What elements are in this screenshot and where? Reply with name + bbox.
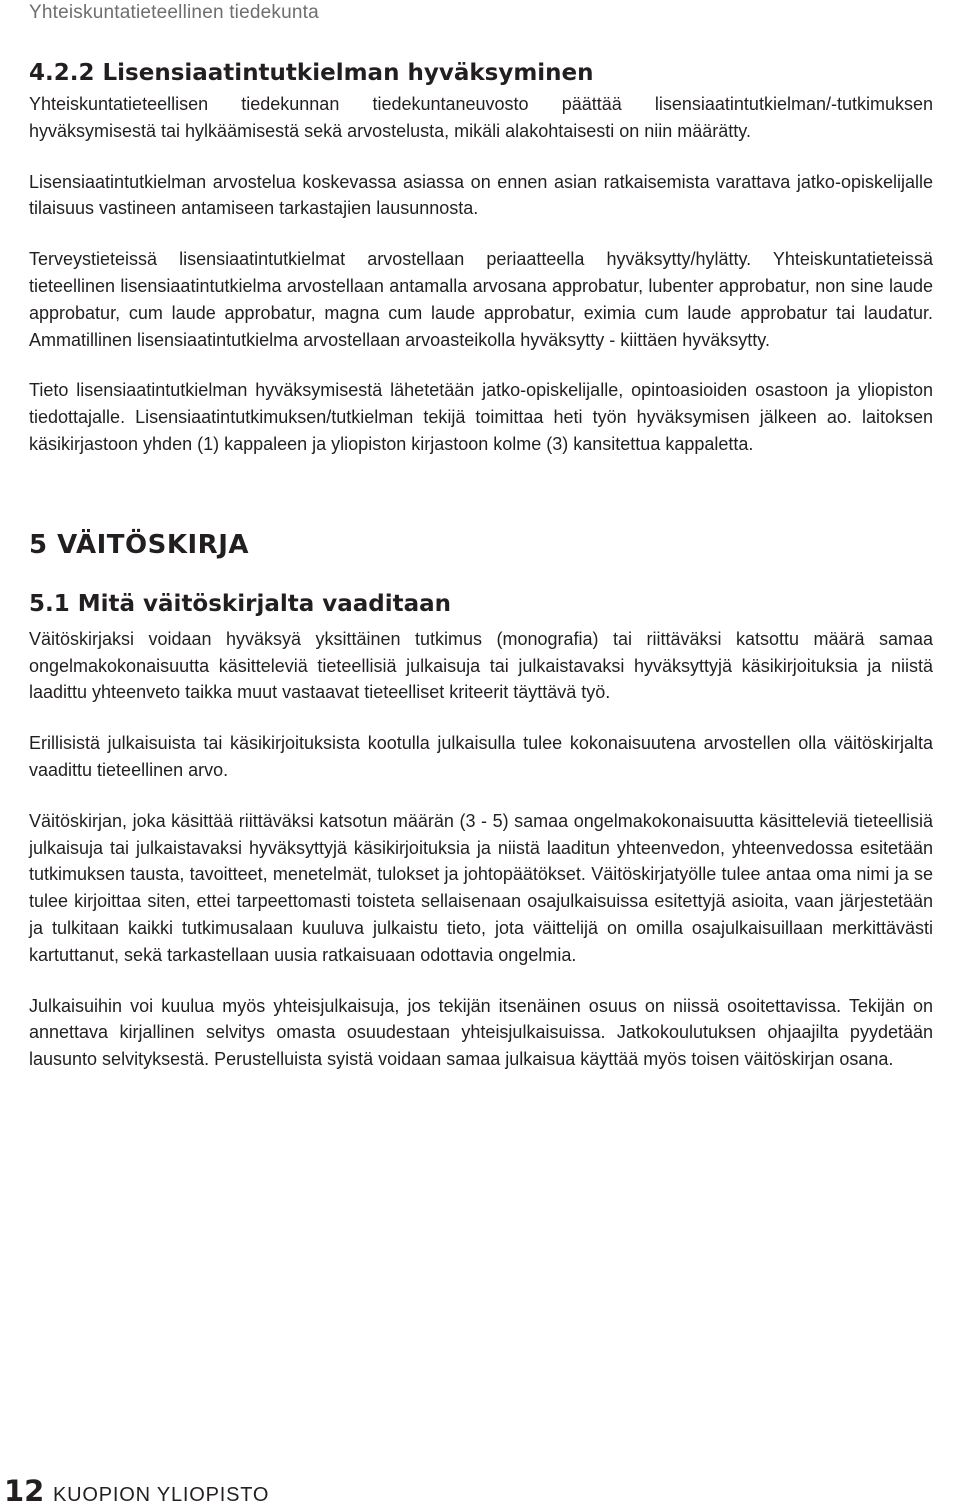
paragraph: Väitöskirjan, joka käsittää riittäväksi katsotun määrän (3 - 5) samaa ongelmakokonaisuutta käsitteleviä tieteellisiä julkaisuja tai julkaistavaksi hyväksyttyjä käsikirjoituksia ja niistä laaditun yhteenvedon, yhteenvedossa esitetään tutkimuksen tausta, tavoitteet, menetelmät, tulokset ja johtopäätökset. Väitöskirjatyölle tulee antaa oma nimi ja se tulee kirjoittaa siten, ettei tarpeettomasti toisteta sellaisenaan osajulkaisuissa esitettyjä asioita, vaan järjestetään ja tulkitaan kaikki tutkimusalaan kuuluva julkaistu tieto, jota väittelijä on omilla osajulkaisuillaan merkittävästi kartuttanut, sekä tarkastellaan uusia ratkaisuaan odottavia ongelmia.: [29, 810, 933, 965]
section-heading-5-1: 5.1 Mitä väitöskirjalta vaaditaan: [29, 590, 452, 617]
page-footer: [0, 1474, 960, 1508]
section-heading-4-2-2: 4.2.2 Lisensiaatintutkielman hyväksyminen: [29, 60, 594, 86]
paragraph: Yhteiskuntatieteellisen tiedekunnan tiedekuntaneuvosto päättää lisensiaatintutkielman/-tutkimuksen hyväksymisestä tai hylkäämisestä sekä arvostelusta, mikäli alakohtaisesti on niin määrätty.: [29, 94, 933, 141]
footer-publisher: KUOPION YLIOPISTO: [53, 1484, 270, 1506]
running-header: Yhteiskuntatieteellinen tiedekunta: [29, 2, 319, 23]
chapter-heading-5: 5 VÄITÖSKIRJA: [29, 529, 249, 560]
page-number: 12: [4, 1474, 45, 1508]
page-content: [29, 58, 933, 1097]
paragraph: Väitöskirjaksi voidaan hyväksyä yksittäinen tutkimus (monografia) tai riittäväksi katsottu määrä samaa ongelmakokonaisuutta käsitteleviä tieteellisiä julkaisuja tai julkaistavaksi hyväksyttyjä käsikirjoituksia ja niistä laadittu yhteenveto taikka muut vastaavat tieteelliset kriteerit täyttävä työ.: [29, 628, 933, 703]
paragraph: Erillisistä julkaisuista tai käsikirjoituksista kootulla julkaisulla tulee kokonaisuutena arvostellen olla väitöskirjalta vaadittu tieteellinen arvo.: [29, 733, 933, 780]
paragraph: Julkaisuihin voi kuulua myös yhteisjulkaisuja, jos tekijän itsenäinen osuus on niissä osoitettavissa. Tekijän on annettava kirjallinen selvitys omasta osuudestaan yhteisjulkaisuissa. Jatkokoulutuksen ohjaajilta pyydetään lausunto selvityksestä. Perustelluista syistä voidaan samaa julkaisua käyttää myös toisen väitöskirjan osana.: [29, 995, 933, 1070]
paragraph: Terveystieteissä lisensiaatintutkielmat arvostellaan periaatteella hyväksytty/hylätty. Yhteiskuntatieteissä tieteellinen lisensiaatintutkielma arvostellaan antamalla arvosana approbatur, lubenter approbatur, non sine laude approbatur, cum laude approbatur, magna cum laude approbatur, eximia cum laude approbatur tai laudatur. Ammatillinen lisensiaatintutkielma arvostellaan arvoasteikolla hyväksytty - kiittäen hyväksytty.: [29, 249, 933, 350]
paragraph: Lisensiaatintutkielman arvostelua koskevassa asiassa on ennen asian ratkaisemista varattava jatko-opiskelijalle tilaisuus vastineen antamiseen tarkastajien lausunnosta.: [29, 171, 933, 219]
paragraph: Tieto lisensiaatintutkielman hyväksymisestä lähetetään jatko-opiskelijalle, opintoasioiden osastoon ja yliopiston tiedottajalle. Lisensiaatintutkimuksen/tutkielman tekijä toimittaa heti työn hyväksymisen jälkeen ao. laitoksen käsikirjastoon yhden (1) kappaleen ja yliopiston kirjastoon kolme (3) kansitettua kappaletta.: [29, 380, 933, 454]
